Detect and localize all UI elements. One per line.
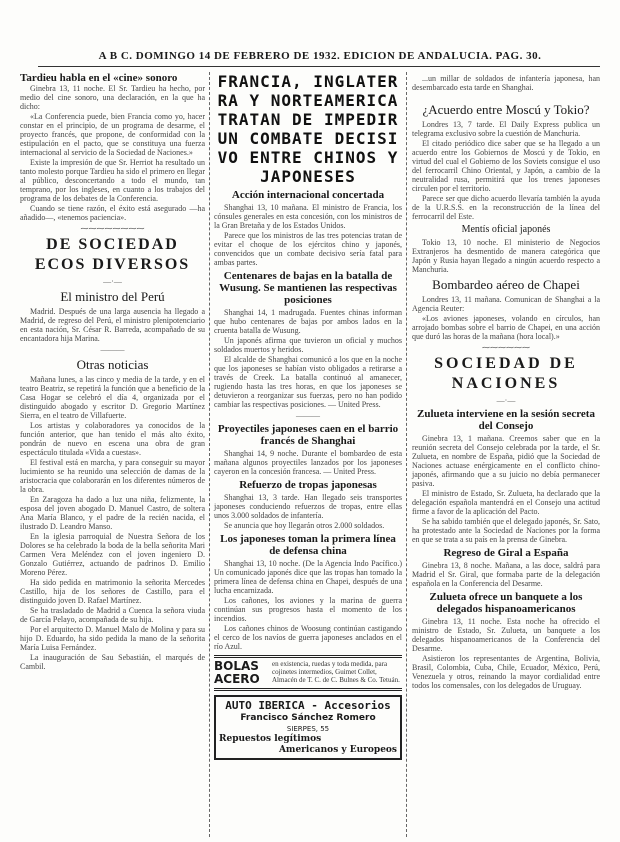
paragraph: Parece ser que dicho acuerdo llevaría también la ayuda de la U.R.S.S. en la reconstrucción de la línea del ferrocarril del Este. [412,194,600,221]
column-2 [214,72,402,760]
paragraph: Se ha sabido también que el delegado japonés, Sr. Sato, ha protestado ante la Sociedad de Naciones por la forma en que se trata a su país en la prensa de Ginebra. [412,517,600,544]
article-title: Mentís oficial japonés [461,224,551,235]
column-divider [406,72,407,837]
paragraph: La inauguración de Sau Sebastián, el marqués de Cambil. [20,653,205,671]
paragraph: Shanghai 13, 3 tarde. Han llegado seis transportes japoneses conduciendo refuerzos de tropas, entre ellas unos 3.000 soldados de infantería. [214,493,402,520]
ad-brand-line: ACERO [214,672,260,686]
section-title: SOCIEDAD DE NACIONES [434,355,578,392]
paragraph: Los cañones chinos de Woosung continúan castigando el cerco de los navíos de guerra japoneses anclados en el río Azul. [214,624,402,651]
article-title: Zulueta ofrece un banquete a los delegados hispanoamericanos [429,591,583,615]
article-title: Los japoneses toman la primera línea de defensa china [220,533,396,557]
ad-owner: Francisco Sánchez Romero [240,713,376,723]
paragraph: En la iglesia parroquial de Nuestra Señora de los Dolores se ha celebrado la boda de la bella señorita Mari Carmen Vera Meléndez con el joven ingeniero D. Gonzalo Gutiérrez, actuando de padrinos D. Emilio Moreno Pérez. [20,532,205,577]
article-body [412,617,600,690]
paragraph: Ginebra 13, 1 mañana. Creemos saber que en la reunión secreta del Consejo celebrada por la tarde, el Sr. Zulueta, en nombre de España, pidió que la Sociedad de Naciones actuase enérgicamente en el conflicto chino-japonés, afirmando que a su juicio no debía permanecer pasiva. [412,434,600,488]
paragraph: Se ha trasladado de Madrid a Cuenca la señora viuda de García Pelayo, acompañada de su hija. [20,606,205,624]
paragraph: Londres 13, 7 tarde. El Daily Express publica un telegrama exclusivo sobre la cuestión de Manchuria. [412,120,600,138]
main-headline: FRANCIA, INGLATERRA Y NORTEAMERICA TRATAN DE IMPEDIR UN COMBATE DECISIVO ENTRE CHINOS Y JAPONESES [217,72,399,186]
ornament-divider: ⁓⁓⁓⁓⁓⁓ [482,343,530,352]
paragraph: Se anuncia que hoy llegarán otros 2.000 soldados. [224,521,385,530]
divider: ——— [100,345,125,354]
paragraph: Ginebra 13, 11 noche. El Sr. Tardieu ha hecho, por medio del cine sonoro, una declaración, en la que ha dicho: [20,84,205,111]
article-title: Acción internacional concertada [231,189,385,201]
paragraph: Los cañones, los aviones y la marina de guerra continúan sus progresos hasta el momento de los incendios. [214,596,402,623]
paragraph: Por el arquitecto D. Manuel Malo de Molina y para su hijo D. Eduardo, ha sido pedida la mano de la señorita María Luisa Fernández. [20,625,205,652]
article-body [412,434,600,544]
ad-tagline: Americanos y Europeos [278,745,397,755]
paragraph: Londres 13, 11 mañana. Comunican de Shanghai a la Agencia Reuter: [412,295,600,313]
article-body [20,375,205,671]
paragraph: Parece que los ministros de las tres potencias tratan de evitar el choque de los ejércitos chino y japonés, convencidos que un combate decisivo sería fatal para ambas partes. [214,231,402,267]
page-header: A B C. DOMINGO 14 DE FEBRERO DE 1932. EDICION DE ANDALUCIA. PAG. 30. [98,50,542,62]
section-title: DE SOCIEDAD [46,236,179,253]
article-title: Proyectiles japoneses caen en el barrio francés de Shanghai [217,423,399,447]
ad-tagline: Repuestos legítimos [219,734,322,744]
section-subtitle: ECOS DIVERSOS [34,256,191,273]
paragraph: Existe la impresión de que Sr. Herriot ha resultado un tanto molesto porque Tardieu ha sido el primero en llegar al público, desconcertando a todo el mundo, tan temprano, por los ingleses, en cuanto a los trabajos del programa de los debates de la Conferencia. [20,158,205,203]
ornament-divider: —·— [103,277,122,286]
paragraph: «La Conferencia puede, bien Francia como yo, hacer constar en el principio, de un programa de desarme, el proyecto francés, que propone, de conformidad con la estipulación en el pacto, que se constituya una fuerza internacional al servicio de la Sociedad de Naciones.» [20,112,205,157]
ornament-divider: —·— [496,396,516,405]
article-title: Refuerzo de tropas japonesas [239,479,377,491]
paragraph: Shanghai 13, 10 mañana. El ministro de Francia, los cónsules generales en esta concesión, con los ministros de la Gran Bretaña y de los Estados Unidos. [214,203,402,230]
ornament-divider: ⁓⁓⁓⁓⁓⁓⁓⁓ [80,224,145,233]
paragraph: Ha sido pedida en matrimonio la señorita Mercedes Castillo, hija de los señores de Castillo, para el distinguido joven D. Rafael Martínez. [20,578,205,605]
paragraph: Un japonés afirma que tuvieron un oficial y muchos soldados muertos y heridos. [214,336,402,354]
column-divider [209,72,210,837]
ad-bolas-acero [214,655,402,691]
article-body [412,120,600,221]
ad-title: AUTO IBERICA - Accesorios [225,699,391,712]
paragraph: El alcalde de Shanghai comunicó a los que en la noche que los japoneses se habían visto obligados a retirarse a través de Creek. La batalla continuó al amanecer, rugiendo hasta las tres horas, en que los japoneses se detuvieron a reorganizar sus fuerzas, pero no han podido cambiar las respectivas posiciones. — United Press. [214,355,402,409]
paragraph: Madrid. Después de una larga ausencia ha llegado a Madrid, de regreso del Perú, el ministro plenipotenciario en esta nación, Sr. César R. Barreda, acompañado de su encantadora hija Marina. [20,307,205,343]
header-rule [38,66,600,67]
article-body [20,84,205,222]
paragraph: Mañana lunes, a las cinco y media de la tarde, y en el teatro Beatriz, se repetirá la función que a beneficio de la Casa Hogar se celebró el día 4, organizada por el distinguido abogado y escritor D. Gregorio Martínez Sierra, en el teatro de Villafuerte. [20,375,205,420]
paragraph: Shanghai 14, 9 noche. Durante el bombardeo de esta mañana algunos proyectiles lanzados por los japoneses cayeron en la concesión francesa. — United Press. [214,449,402,476]
article-title: El ministro del Perú [60,289,165,304]
article-title: Otras noticias [76,357,149,372]
paragraph: Cuando se tiene razón, el éxito está asegurado —ha añadido—, «tenemos paciencia». [20,204,205,222]
column-1 [20,72,205,672]
paragraph: ...un millar de soldados de infantería japonesa, han desembarcado esta tarde en Shanghai. [412,74,600,92]
article-title: Regreso de Giral a España [443,547,569,559]
paragraph: Los artistas y colaboradores ya conocidos de la función anterior, que han tenido el más alto éxito, pondrán de nuevo en escena una obra de gran espectáculo titulada «Vida a cuestas». [20,421,205,457]
divider: ——— [296,411,320,420]
ad-address: SIERPES, 55 [286,725,330,733]
paragraph: Ginebra 13, 11 noche. Esta noche ha ofrecido el ministro de Estado, Sr. Zulueta, un banquete a los delegados hispanoamericanos de la Conferencia del Desarme. [412,617,600,653]
ad-brand-line: BOLAS [214,659,259,673]
paragraph: Shanghai 14, 1 madrugada. Fuentes chinas informan que hubo centenares de bajas por ambos lados en la cruenta batalla de Wusung. [214,308,402,335]
paragraph: El citado periódico dice saber que se ha llegado a un acuerdo entre los Gobiernos de Moscú y de Tokio, en virtud del cual el Gobierno de los Soviets consigue el uso del ferrocarril Chino Oriental, y Japón, a cambio de la neutralidad rusa, permitirá que los trenes japoneses circulen por el territorio. [412,139,600,193]
article-title: Bombardeo aéreo de Chapei [432,277,580,292]
paragraph: «Los aviones japoneses, volando en círculos, han arrojado bombas sobre el barrio de Chapei, en una acción que duró las horas de la mañana (hora local).» [412,314,600,341]
paragraph: Ginebra 13, 8 noche. Mañana, a las doce, saldrá para Madrid el Sr. Giral, que formaba parte de la delegación española en la Conferencia del Desarme. [412,561,600,588]
paragraph: Tokio 13, 10 noche. El ministerio de Negocios Extranjeros ha desmentido de manera categórica que Japón y Rusia hayan llegado a ningún acuerdo respecto a Manchuria. [412,238,600,274]
article-body [412,295,600,341]
article-title: Tardieu habla en el «cine» sonoro [20,72,178,84]
ad-brand [214,660,268,686]
article-title: Centenares de bajas en la batalla de Wusung. Se mantienen las respectivas posiciones [219,270,397,306]
article-title: ¿Acuerdo entre Moscú y Tokio? [422,102,590,117]
paragraph: El festival está en marcha, y para conseguir su mayor lucimiento se ha reunido una selección de damas de la aristocracia que colaborarán en los diferentes números de la obra. [20,458,205,494]
article-body [214,559,402,651]
paragraph: Shanghai 13, 10 noche. (De la Agencia Indo Pacífico.) Un comunicado japonés dice que las tropas han tomado la primera línea de defensa china en Chapei, después de una lucha encarnizada. [214,559,402,595]
paragraph: Asistieron los representantes de Argentina, Bolivia, Brasil, Colombia, Cuba, Chile, Ecuador, México, Perú, Venezuela y otros, reinando la mayor cordialidad entre todos los comensales, con los delegados de Uruguay. [412,654,600,690]
ad-text: en existencia, ruedas y toda medida, para cojinetes intermedios, Guimet Collet, Almacén de T. C. de C. Bulnes & Co. Tetuán. [272,660,400,684]
paragraph: En Zaragoza ha dado a luz una niña, felizmente, la esposa del joven abogado D. Manuel Castro, de soltera Ana María Blanco, y el padre de la recién nacida, el ilustrado D. Leandro Manso. [20,495,205,531]
ad-auto-iberica [214,695,402,760]
paragraph: El ministro de Estado, Sr. Zulueta, ha declarado que la delegación española mantendrá en el Consejo una actitud firme a favor de la aplicación del Pacto. [412,489,600,516]
article-title: Zulueta interviene en la sesión secreta del Consejo [417,408,595,432]
article-body [214,203,402,267]
column-3 [412,74,600,691]
article-body [214,308,402,409]
